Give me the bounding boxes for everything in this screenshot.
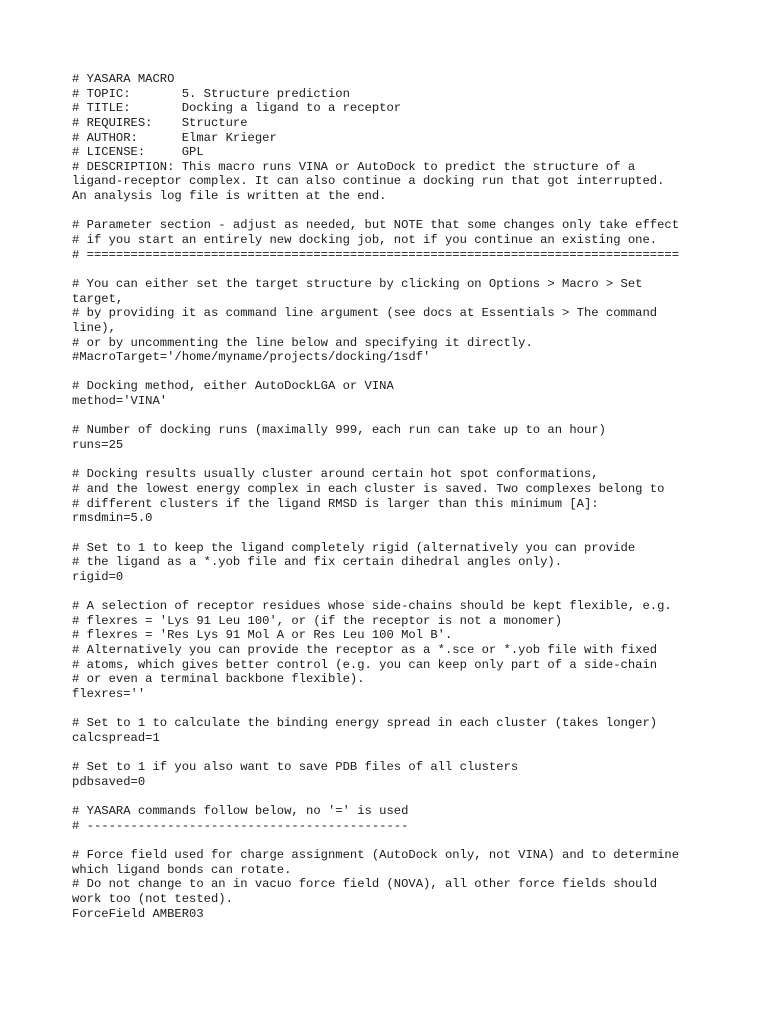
code-line: # A selection of receptor residues whose side-chains should be kept flexible, e.g.	[72, 599, 672, 614]
code-line: # LICENSE: GPL	[72, 145, 204, 160]
code-line: # by providing it as command line argument (see docs at Essentials > The command	[72, 306, 658, 321]
code-line: method='VINA'	[72, 394, 168, 409]
code-line: #MacroTarget='/home/myname/projects/docking/1sdf'	[72, 350, 431, 365]
code-line	[72, 789, 702, 804]
code-line: calcspread=1	[72, 730, 160, 745]
code-line: # Number of docking runs (maximally 999, each run can take up to an hour)	[72, 423, 606, 438]
code-line	[72, 833, 702, 848]
code-line: # Force field used for charge assignment (AutoDock only, not VINA) and to determine	[72, 847, 680, 862]
code-line: # =================================================================================	[72, 247, 680, 262]
code-line	[72, 702, 702, 717]
code-line: # AUTHOR: Elmar Krieger	[72, 130, 277, 145]
code-line: # and the lowest energy complex in each cluster is saved. Two complexes belong to	[72, 481, 665, 496]
code-line: line),	[72, 320, 116, 335]
code-line	[72, 584, 702, 599]
code-line: work too (not tested).	[72, 891, 233, 906]
code-line: # TITLE: Docking a ligand to a receptor	[72, 101, 402, 116]
code-line: # Do not change to an in vacuo force field (NOVA), all other force fields should	[72, 877, 658, 892]
code-line: # Set to 1 if you also want to save PDB files of all clusters	[72, 760, 519, 775]
code-line: flexres=''	[72, 686, 146, 701]
code-line: # Parameter section - adjust as needed, but NOTE that some changes only take effect	[72, 218, 680, 233]
code-line: # if you start an entirely new docking job, not if you continue an existing one.	[72, 233, 658, 248]
code-line: # Alternatively you can provide the receptor as a *.sce or *.yob file with fixed	[72, 642, 658, 657]
code-line: # Set to 1 to keep the ligand completely rigid (alternatively you can provide	[72, 540, 636, 555]
code-line: # You can either set the target structure by clicking on Options > Macro > Set	[72, 276, 643, 291]
code-line: # YASARA MACRO	[72, 72, 175, 86]
code-line: # REQUIRES: Structure	[72, 115, 248, 130]
code-line	[72, 453, 702, 468]
code-line: # --------------------------------------------	[72, 818, 409, 833]
code-line	[72, 409, 702, 424]
code-line: rmsdmin=5.0	[72, 511, 153, 526]
code-line: runs=25	[72, 438, 124, 453]
code-line: An analysis log file is written at the end.	[72, 189, 387, 204]
code-line	[72, 204, 702, 219]
code-line: # or even a terminal backbone flexible).	[72, 672, 365, 687]
code-line: # different clusters if the ligand RMSD is larger than this minimum [A]:	[72, 496, 599, 511]
code-line	[72, 526, 702, 541]
code-line	[72, 262, 702, 277]
code-line: # the ligand as a *.yob file and fix certain dihedral angles only).	[72, 555, 563, 570]
code-line: # Set to 1 to calculate the binding energy spread in each cluster (takes longer)	[72, 716, 658, 731]
code-line: # TOPIC: 5. Structure prediction	[72, 86, 350, 101]
code-line: target,	[72, 291, 124, 306]
code-line	[72, 365, 702, 380]
code-line: ligand-receptor complex. It can also continue a docking run that got interrupted.	[72, 174, 665, 189]
code-line: # Docking method, either AutoDockLGA or VINA	[72, 379, 394, 394]
code-line: which ligand bonds can rotate.	[72, 862, 292, 877]
code-line	[72, 745, 702, 760]
code-line: # flexres = 'Res Lys 91 Mol A or Res Leu 100 Mol B'.	[72, 628, 453, 643]
macro-document	[72, 72, 702, 921]
code-line: # Docking results usually cluster around certain hot spot conformations,	[72, 467, 599, 482]
code-line: ForceField AMBER03	[72, 906, 204, 921]
code-line: # or by uncommenting the line below and specifying it directly.	[72, 335, 533, 350]
code-line: # atoms, which gives better control (e.g. you can keep only part of a side-chain	[72, 657, 658, 672]
code-line: pdbsaved=0	[72, 774, 146, 789]
code-line: rigid=0	[72, 569, 124, 584]
code-line: # DESCRIPTION: This macro runs VINA or AutoDock to predict the structure of a	[72, 159, 636, 174]
code-line: # flexres = 'Lys 91 Leu 100', or (if the receptor is not a monomer)	[72, 613, 563, 628]
code-line: # YASARA commands follow below, no '=' is used	[72, 804, 409, 819]
